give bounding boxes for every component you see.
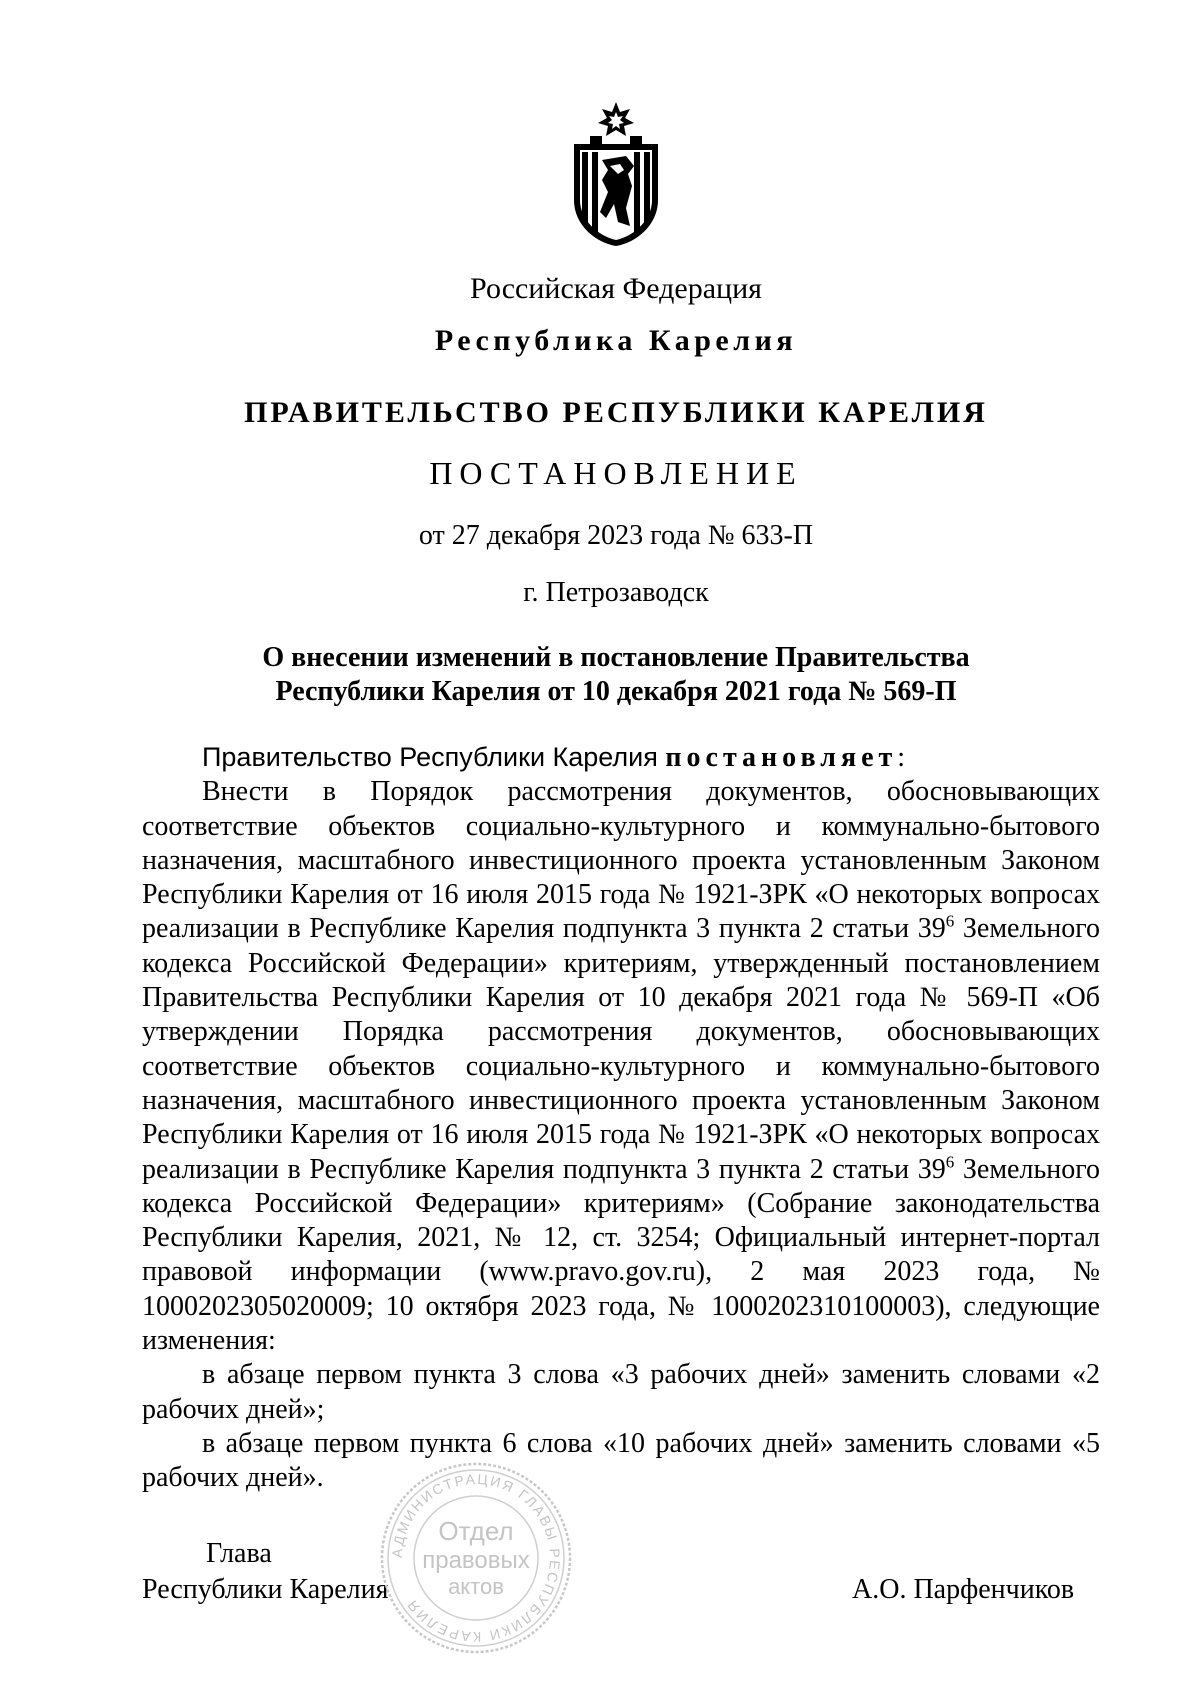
decree-title: [140, 641, 1092, 709]
superscript-2: 6: [945, 1152, 955, 1172]
stamp-ring-text: АДМИНИСТРАЦИЯ ГЛАВЫ РЕСПУБЛИКИ КАРЕЛИЯ: [388, 1470, 564, 1646]
signature-name: А.О. Парфенчиков: [852, 1574, 1075, 1605]
republic-heading: Республика Карелия: [434, 324, 798, 357]
lead-verb: постановляет: [665, 742, 898, 773]
change-paragraph-2: в абзаце первом пункта 6 слова «10 рабочих дней» заменить словами «5 рабочих дней».: [142, 1427, 1100, 1494]
change-paragraph-1: в абзаце первом пункта 3 слова «3 рабочих дней» заменить словами «2 рабочих дней»;: [142, 1359, 1100, 1425]
stamp-center-line1: Отдел: [438, 1516, 514, 1546]
lead-paragraph: [142, 740, 1100, 775]
signature-org: Республики Карелия: [142, 1574, 389, 1605]
signature-title: Глава: [206, 1538, 272, 1569]
decree-type-heading: ПОСТАНОВЛЕНИЕ: [429, 455, 803, 491]
legal-department-stamp: [378, 1460, 574, 1656]
main-paragraph-part1: Внести в Порядок рассмотрения документов, обосновывающих соответствие объектов социально-культурного и коммунально-бытового назначения, масштабного инвестиционного проекта установленным Законом Республики Карелия от 16 июля 2015 года № 1921-ЗРК «О некоторых вопросах реализации в Республике Карелия подпункта 3 пункта 2 статьи 39: [142, 776, 1100, 945]
lead-text: Правительство Республики Карелия: [202, 742, 666, 772]
decree-city: г. Петрозаводск: [523, 577, 709, 608]
coat-of-arms-icon: [568, 100, 664, 248]
stamp-center-line2: правовых: [422, 1547, 530, 1574]
lead-colon: :: [897, 742, 906, 773]
federation-heading: Российская Федерация: [470, 272, 762, 305]
stamp-center-line3: актов: [448, 1574, 504, 1599]
main-paragraph-part2: Земельного кодекса Российской Федерации» критериям, утвержденный постановлением Правительства Республики Карелия от 10 декабря 2021 года № 569-П «Об утверждении Порядка рассмотрения документов, обосновывающих соответствие объектов социально-культурного и коммунально-бытового назначения, масштабного инвестиционного проекта установленным Законом Республики Карелия от 16 июля 2015 года № 1921-ЗРК «О некоторых вопросах реализации в Республике Карелия подпункта 3 пункта 2 статьи 39: [142, 913, 1100, 1185]
superscript-1: 6: [945, 912, 955, 932]
main-paragraph: [142, 775, 1100, 1358]
decree-title-line2: Республики Карелия от 10 декабря 2021 года № 569-П: [275, 676, 957, 707]
decree-title-line1: О внесении изменений в постановление Правительства: [262, 642, 970, 673]
government-heading: ПРАВИТЕЛЬСТВО РЕСПУБЛИКИ КАРЕЛИЯ: [244, 396, 988, 429]
decree-body: [142, 740, 1100, 1496]
decree-date-number: от 27 декабря 2023 года № 633-П: [418, 520, 814, 551]
main-paragraph-part3: Земельного кодекса Российской Федерации» критериям» (Собрание законодательства Республики Карелия, 2021, № 12, ст. 3254; Официальный интернет-портал правовой информации (www.pravo.gov.ru), 2 мая 2023 года, № 1000202305020009; 10 октября 2023 года, № 1000202310100003), следующие изменения:: [142, 1153, 1100, 1357]
